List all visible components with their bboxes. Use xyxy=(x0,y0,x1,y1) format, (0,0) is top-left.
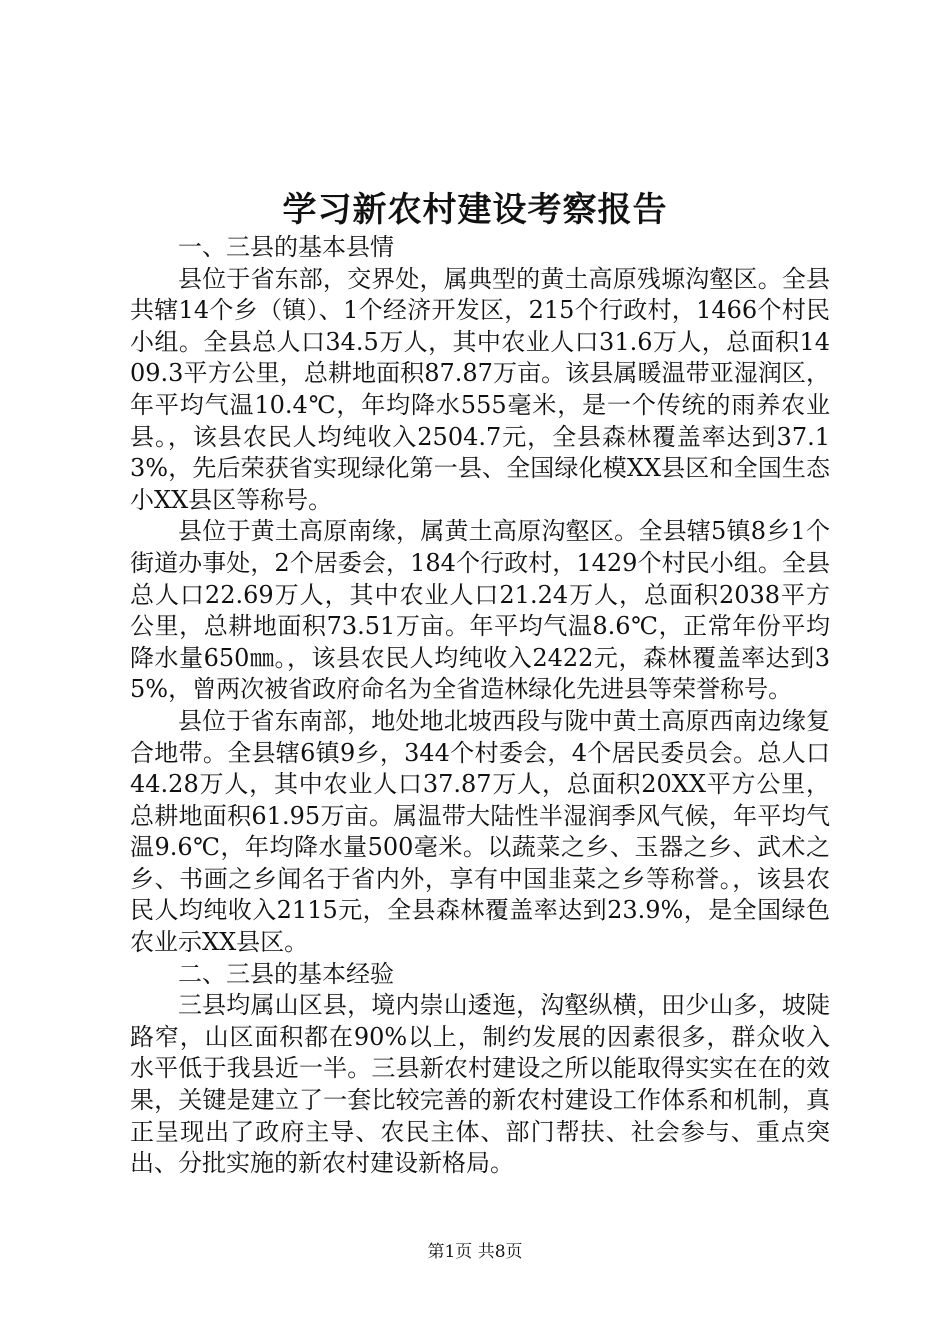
paragraph: 县位于黄土高原南缘，属黄土高原沟壑区。全县辖5镇8乡1个街道办事处，2个居委会，184个行政村，1429个村民小组。全县总人口22.69万人，其中农业人口21.24万人，总面积2038平方公里，总耕地面积73.51万亩。年平均气温8.6℃，正常年份平均降水量650㎜。，该县农民人均纯收入2422元，森林覆盖率达到35%，曾两次被省政府命名为全省造林绿化先进县等荣誉称号。 xyxy=(130,517,830,704)
paragraph: 三县均属山区县，境内崇山逶迤，沟壑纵横，田少山多，坡陡路窄，山区面积都在90%以上，制约发展的因素很多，群众收入水平低于我县近一半。三县新农村建设之所以能取得实实在在的效果，关键是建立了一套比较完善的新农村建设工作体系和机制，真正呈现出了政府主导、农民主体、部门帮扶、社会参与、重点突出、分批实施的新农村建设新格局。 xyxy=(130,991,830,1178)
section-heading: 二、三县的基本经验 xyxy=(178,959,394,988)
section-heading: 一、三县的基本县情 xyxy=(178,233,394,261)
page-footer: 第1页 共8页 xyxy=(427,1242,523,1262)
paragraph: 县位于省东部，交界处，属典型的黄土高原残塬沟壑区。全县共辖14个乡（镇）、1个经济开发区，215个行政村，1466个村民小组。全县总人口34.5万人，其中农业人口31.6万人，总面积1409.3平方公里，总耕地面积87.87万亩。该县属暖温带亚湿润区，年平均气温10.4℃，年均降水555毫米，是一个传统的雨养农业县。，该县农民人均纯收入2504.7元，全县森林覆盖率达到37.13%，先后荣获省实现绿化第一县、全国绿化模XX县区和全国生态小XX县区等称号。 xyxy=(130,264,830,514)
paragraph: 县位于省东南部，地处地北坡西段与陇中黄土高原西南边缘复合地带。全县辖6镇9乡，344个村委会，4个居民委员会。总人口44.28万人，其中农业人口37.87万人，总面积20XX平方公里，总耕地面积61.95万亩。属温带大陆性半湿润季风气候，年平均气温9.6℃，年均降水量500毫米。以蔬菜之乡、玉器之乡、武术之乡、书画之乡闻名于省内外，享有中国韭菜之乡等称誉。，该县农民人均纯收入2115元，全县森林覆盖率达到23.9%，是全国绿色农业示XX县区。 xyxy=(130,706,830,957)
document-body xyxy=(130,232,830,1180)
document-title: 学习新农村建设考察报告 xyxy=(282,190,668,230)
